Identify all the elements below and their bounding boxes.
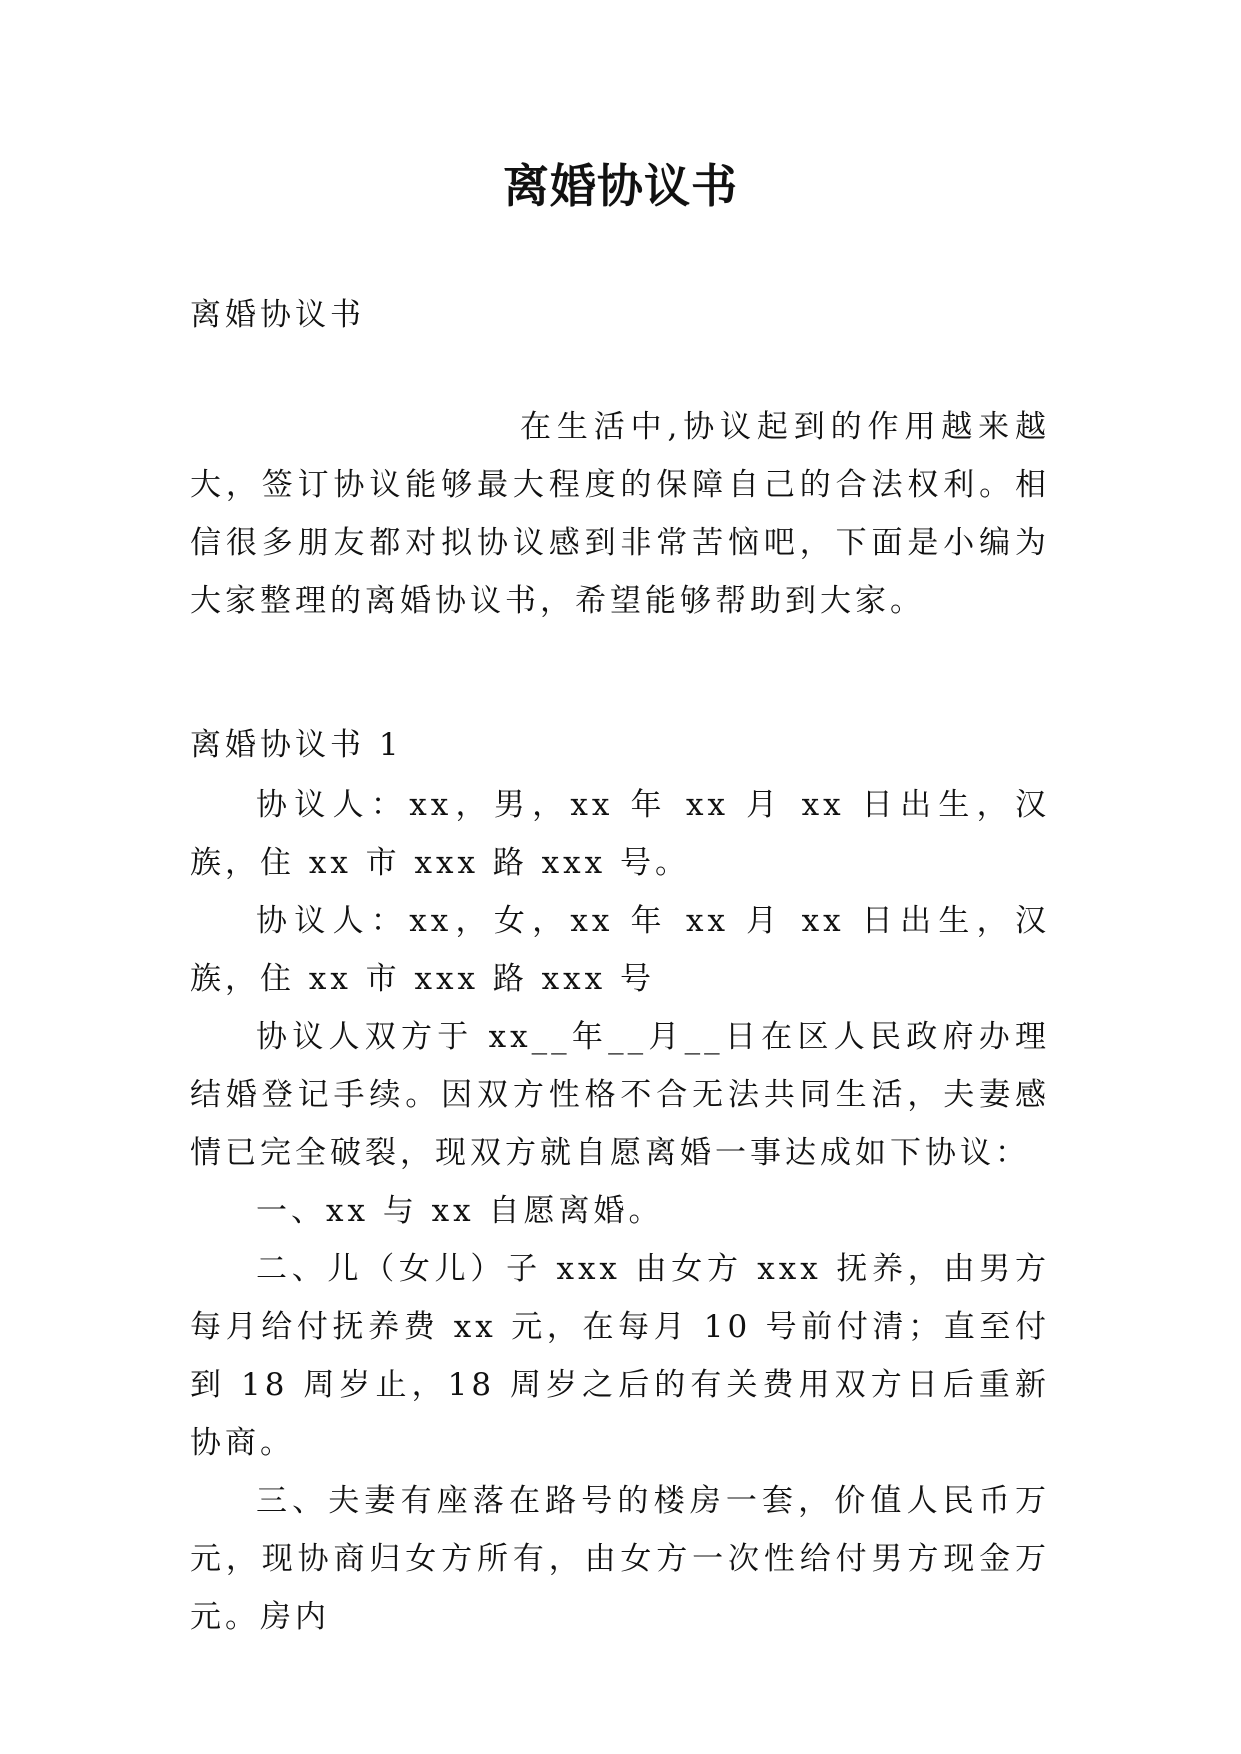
marriage-registration-paragraph: 协议人双方于 xx__年__月__日在区人民政府办理结婚登记手续。因双方性格不合无法共同生活，夫妻感情已完全破裂，现双方就自愿离婚一事达成如下协议： — [190, 1019, 1050, 1171]
agreement-body — [190, 776, 1050, 1646]
property-clause: 三、夫妻有座落在路号的楼房一套，价值人民币万元，现协商归女方所有，由女方一次性给付男方现金万元。房内 — [190, 1483, 1050, 1635]
party-female-paragraph: 协议人：xx，女，xx 年 xx 月 xx 日出生，汉族，住 xx 市 xxx 路 xxx 号 — [190, 903, 1050, 997]
intro-paragraph: 在生活中,协议起到的作用越来越大，签订协议能够最大程度的保障自己的合法权利。相信很多朋友都对拟协议感到非常苦恼吧，下面是小编为大家整理的离婚协议书，希望能够帮助到大家。 — [190, 409, 1050, 619]
document-title: 离婚协议书 — [503, 159, 738, 213]
child-custody-clause: 二、儿（女儿）子 xxx 由女方 xxx 抚养，由男方每月给付抚养费 xx 元，在每月 10 号前付清；直至付到 18 周岁止，18 周岁之后的有关费用双方日后重新协商。 — [190, 1251, 1050, 1461]
section-heading: 离婚协议书 1 — [190, 727, 403, 763]
document-subtitle: 离婚协议书 — [190, 297, 365, 333]
voluntary-divorce-clause: 一、xx 与 xx 自愿离婚。 — [256, 1193, 664, 1229]
party-male-paragraph: 协议人：xx，男，xx 年 xx 月 xx 日出生，汉族，住 xx 市 xxx 路 xxx 号。 — [190, 787, 1050, 881]
